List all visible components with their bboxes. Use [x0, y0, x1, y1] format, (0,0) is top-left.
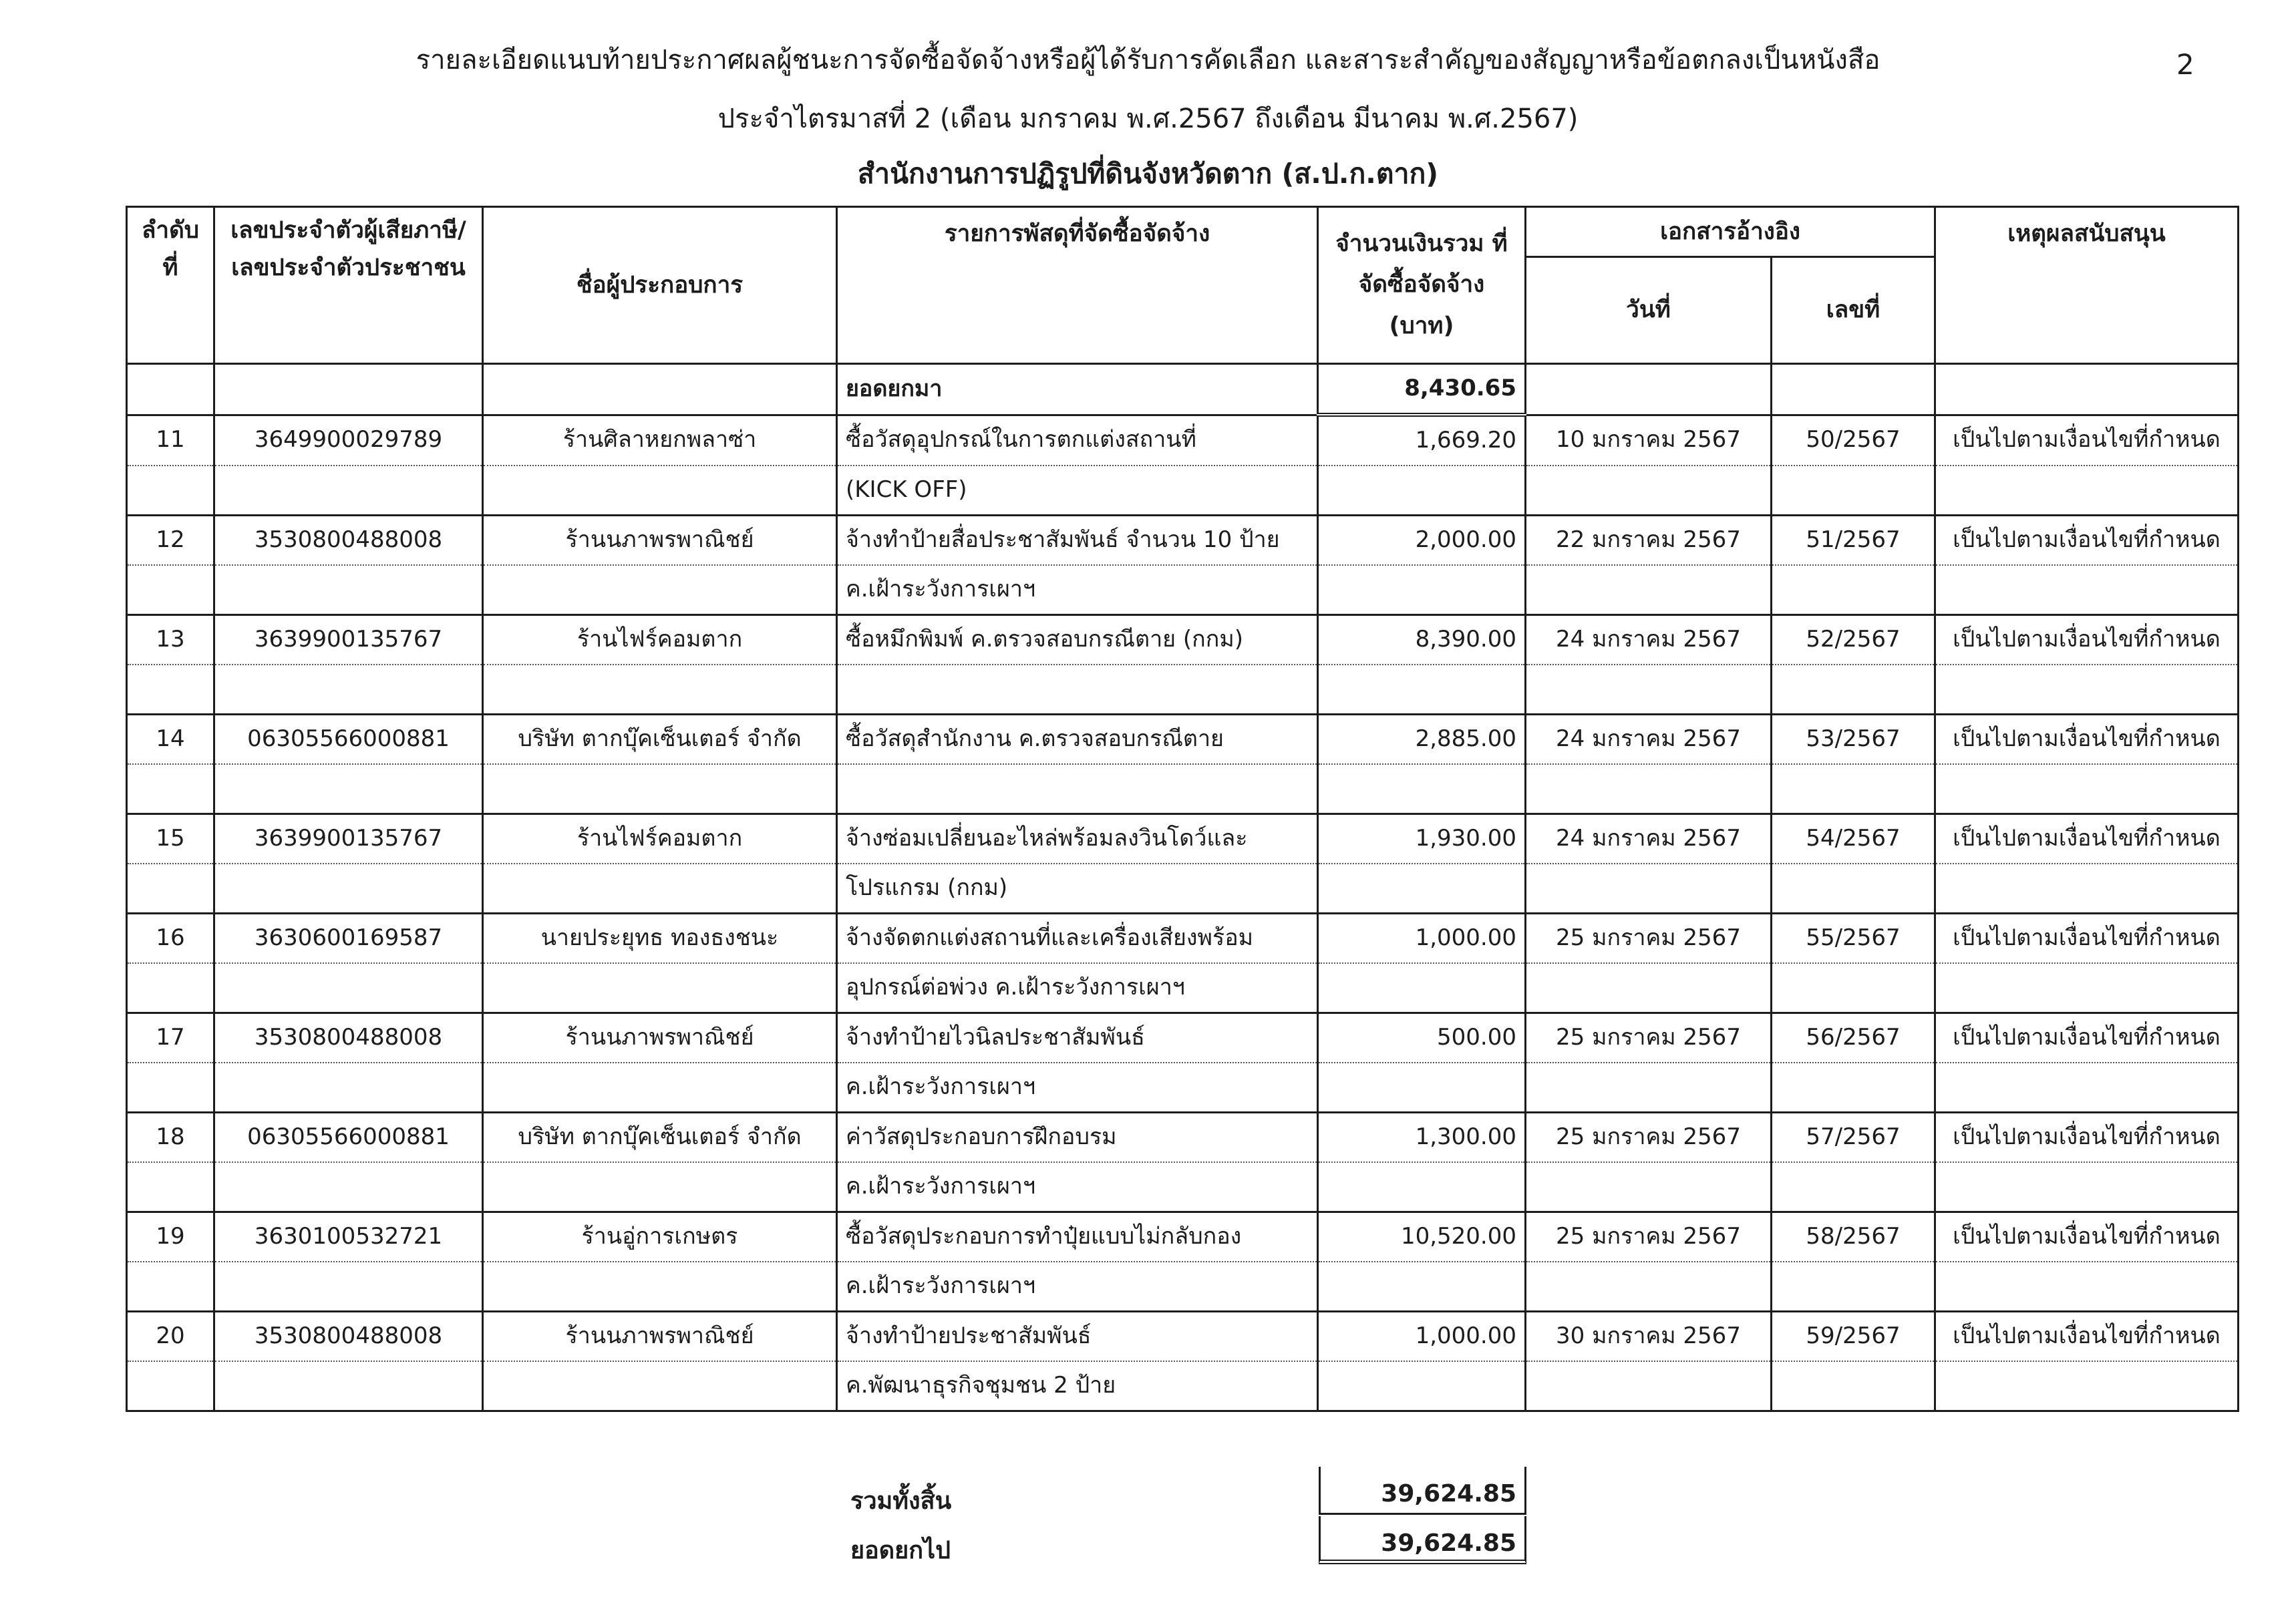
- grand-total-amount: 39,624.85: [1319, 1467, 1526, 1515]
- amount: 2,885.00: [1318, 715, 1526, 765]
- tax-id: 3649900029789: [214, 415, 483, 466]
- table-row: [127, 615, 2239, 665]
- reason: เป็นไปตามเงื่อนไขที่กำหนด: [1935, 1013, 2239, 1063]
- reason: เป็นไปตามเงื่อนไขที่กำหนด: [1935, 1312, 2239, 1362]
- item-description: ซื้อวัสดุอุปกรณ์ในการตกแต่งสถานที่: [837, 415, 1318, 466]
- table-row-continuation: [127, 1361, 2239, 1411]
- document-title-line-2: ประจำไตรมาสที่ 2 (เดือน มกราคม พ.ศ.2567 ถึงเดือน มีนาคม พ.ศ.2567): [717, 104, 1579, 134]
- cell-empty: [1935, 1162, 2239, 1212]
- vendor-name: ร้านนภาพรพาณิชย์: [483, 1013, 837, 1063]
- cell-empty: [1935, 1262, 2239, 1312]
- cell-empty: [127, 1162, 214, 1212]
- reason: เป็นไปตามเงื่อนไขที่กำหนด: [1935, 814, 2239, 864]
- item-description: จ้างทำป้ายสื่อประชาสัมพันธ์ จำนวน 10 ป้าย: [837, 516, 1318, 566]
- cell-empty: [1526, 565, 1772, 615]
- table-row-continuation: [127, 665, 2239, 715]
- cell-empty: [214, 1361, 483, 1411]
- cell-empty: [1772, 963, 1935, 1013]
- item-description: จ้างซ่อมเปลี่ยนอะไหล่พร้อมลงวินโดว์และ: [837, 814, 1318, 864]
- col-header-no: ลำดับที่: [127, 207, 214, 364]
- ref-date: 10 มกราคม 2567: [1526, 415, 1772, 466]
- row-number: 16: [127, 914, 214, 964]
- vendor-name: บริษัท ตากบุ๊คเซ็นเตอร์ จำกัด: [483, 1113, 837, 1163]
- row-number: 13: [127, 615, 214, 665]
- table-row: [127, 1312, 2239, 1362]
- ref-date: 25 มกราคม 2567: [1526, 1212, 1772, 1262]
- item-description: ซื้อหมึกพิมพ์ ค.ตรวจสอบกรณีตาย (กกม): [837, 615, 1318, 665]
- cell-empty: [127, 1063, 214, 1113]
- cell-empty: [1318, 1162, 1526, 1212]
- table-body: [127, 364, 2239, 1411]
- cell-empty: [1318, 963, 1526, 1013]
- col-header-ref-docs: เอกสารอ้างอิง: [1526, 207, 1935, 257]
- col-header-reason: เหตุผลสนับสนุน: [1935, 207, 2239, 364]
- ref-number: 59/2567: [1772, 1312, 1935, 1362]
- table-row: [127, 516, 2239, 566]
- table-header: [127, 207, 2239, 364]
- cell-empty: [214, 1162, 483, 1212]
- col-header-amount: จำนวนเงินรวม ที่จัดซื้อจัดจ้าง (บาท): [1318, 207, 1526, 364]
- cell-empty: [214, 1063, 483, 1113]
- item-description-continued: อุปกรณ์ต่อพ่วง ค.เฝ้าระวังการเผาฯ: [837, 963, 1318, 1013]
- carried-forward-amount: 39,624.85: [1319, 1516, 1526, 1564]
- item-description-continued: โปรแกรม (กกม): [837, 864, 1318, 914]
- ref-date: 25 มกราคม 2567: [1526, 1113, 1772, 1163]
- vendor-name: ร้านนภาพรพาณิชย์: [483, 1312, 837, 1362]
- cell-empty: [1526, 1361, 1772, 1411]
- ref-number: 52/2567: [1772, 615, 1935, 665]
- reason: เป็นไปตามเงื่อนไขที่กำหนด: [1935, 1113, 2239, 1163]
- agency-name: สำนักงานการปฏิรูปที่ดินจังหวัดตาก (ส.ป.ก.ตาก): [857, 158, 1439, 190]
- item-description-continued: ค.เฝ้าระวังการเผาฯ: [837, 1162, 1318, 1212]
- ref-number: 51/2567: [1772, 516, 1935, 566]
- table-row-continuation: [127, 1262, 2239, 1312]
- cell-empty: [1772, 565, 1935, 615]
- table-row: [127, 1212, 2239, 1262]
- row-number: 18: [127, 1113, 214, 1163]
- ref-date: 24 มกราคม 2567: [1526, 715, 1772, 765]
- ref-number: 53/2567: [1772, 715, 1935, 765]
- amount: 8,390.00: [1318, 615, 1526, 665]
- vendor-name: นายประยุทธ ทองธงชนะ: [483, 914, 837, 964]
- cell-empty: [483, 665, 837, 715]
- amount: 2,000.00: [1318, 516, 1526, 566]
- table-row-continuation: [127, 864, 2239, 914]
- cell-empty: [127, 565, 214, 615]
- tax-id: 3530800488008: [214, 1013, 483, 1063]
- reason: เป็นไปตามเงื่อนไขที่กำหนด: [1935, 516, 2239, 566]
- cell-empty: [483, 864, 837, 914]
- cell-empty: [1526, 1262, 1772, 1312]
- item-description-continued: [837, 665, 1318, 715]
- cell-empty: [1935, 364, 2239, 415]
- cell-empty: [127, 1262, 214, 1312]
- cell-empty: [1935, 864, 2239, 914]
- item-description: จ้างจัดตกแต่งสถานที่และเครื่องเสียงพร้อม: [837, 914, 1318, 964]
- table-row-continuation: [127, 764, 2239, 814]
- cell-empty: [483, 364, 837, 415]
- col-header-ref-no: เลขที่: [1772, 257, 1935, 364]
- tax-id: 06305566000881: [214, 1113, 483, 1163]
- col-header-vendor: ชื่อผู้ประกอบการ: [483, 207, 837, 364]
- cell-empty: [483, 1162, 837, 1212]
- tax-id: 3630600169587: [214, 914, 483, 964]
- tax-id: 3630100532721: [214, 1212, 483, 1262]
- cell-empty: [1318, 864, 1526, 914]
- ref-number: 55/2567: [1772, 914, 1935, 964]
- cell-empty: [483, 764, 837, 814]
- tax-id: 3530800488008: [214, 1312, 483, 1362]
- carried-forward-row: [836, 1516, 2198, 1566]
- ref-number: 57/2567: [1772, 1113, 1935, 1163]
- vendor-name: ร้านนภาพรพาณิชย์: [483, 516, 837, 566]
- tax-id: 3639900135767: [214, 814, 483, 864]
- reason: เป็นไปตามเงื่อนไขที่กำหนด: [1935, 914, 2239, 964]
- cell-empty: [1318, 1063, 1526, 1113]
- cell-empty: [214, 963, 483, 1013]
- vendor-name: ร้านอู่การเกษตร: [483, 1212, 837, 1262]
- cell-empty: [1772, 665, 1935, 715]
- amount: 10,520.00: [1318, 1212, 1526, 1262]
- item-description-continued: ค.เฝ้าระวังการเผาฯ: [837, 1262, 1318, 1312]
- reason: เป็นไปตามเงื่อนไขที่กำหนด: [1935, 415, 2239, 466]
- cell-empty: [483, 1063, 837, 1113]
- cell-empty: [483, 963, 837, 1013]
- cell-empty: [483, 1361, 837, 1411]
- tax-id: 06305566000881: [214, 715, 483, 765]
- table-row: [127, 1013, 2239, 1063]
- cell-empty: [127, 1361, 214, 1411]
- table-row: [127, 1113, 2239, 1163]
- cell-empty: [1772, 364, 1935, 415]
- item-description-continued: ค.พัฒนาธุรกิจชุมชน 2 ป้าย: [837, 1361, 1318, 1411]
- vendor-name: ร้านไฟร์คอมตาก: [483, 814, 837, 864]
- ref-date: 25 มกราคม 2567: [1526, 1013, 1772, 1063]
- vendor-name: ร้านไฟร์คอมตาก: [483, 615, 837, 665]
- row-number: 11: [127, 415, 214, 466]
- cell-empty: [1772, 1262, 1935, 1312]
- cell-empty: [1318, 665, 1526, 715]
- table-row: [127, 914, 2239, 964]
- cell-empty: [483, 1262, 837, 1312]
- table-row: [127, 715, 2239, 765]
- cell-empty: [1935, 466, 2239, 516]
- item-description: จ้างทำป้ายไวนิลประชาสัมพันธ์: [837, 1013, 1318, 1063]
- item-description: ซื้อวัสดุประกอบการทำปุ๋ยแบบไม่กลับกอง: [837, 1212, 1318, 1262]
- cell-empty: [127, 466, 214, 516]
- cell-empty: [1935, 665, 2239, 715]
- cell-empty: [1526, 364, 1772, 415]
- brought-forward-label: ยอดยกมา: [837, 364, 1318, 415]
- procurement-table: [126, 206, 2239, 1412]
- ref-date: 25 มกราคม 2567: [1526, 914, 1772, 964]
- cell-empty: [1526, 864, 1772, 914]
- reason: เป็นไปตามเงื่อนไขที่กำหนด: [1935, 615, 2239, 665]
- cell-empty: [127, 364, 214, 415]
- item-description-continued: ค.เฝ้าระวังการเผาฯ: [837, 565, 1318, 615]
- ref-number: 58/2567: [1772, 1212, 1935, 1262]
- cell-empty: [127, 764, 214, 814]
- cell-empty: [1318, 1361, 1526, 1411]
- reason: เป็นไปตามเงื่อนไขที่กำหนด: [1935, 1212, 2239, 1262]
- cell-empty: [1526, 764, 1772, 814]
- cell-empty: [214, 466, 483, 516]
- item-description-continued: [837, 764, 1318, 814]
- amount: 1,930.00: [1318, 814, 1526, 864]
- cell-empty: [214, 764, 483, 814]
- carried-forward-label: ยอดยกไป: [850, 1537, 951, 1564]
- item-description: ซื้อวัสดุสำนักงาน ค.ตรวจสอบกรณีตาย: [837, 715, 1318, 765]
- grand-total-row: [836, 1467, 2198, 1516]
- ref-number: 56/2567: [1772, 1013, 1935, 1063]
- brought-forward-row: [127, 364, 2239, 415]
- tax-id: 3639900135767: [214, 615, 483, 665]
- row-number: 12: [127, 516, 214, 566]
- cell-empty: [1772, 466, 1935, 516]
- cell-empty: [1772, 1063, 1935, 1113]
- amount: 1,300.00: [1318, 1113, 1526, 1163]
- cell-empty: [1526, 1162, 1772, 1212]
- col-header-ref-date: วันที่: [1526, 257, 1772, 364]
- ref-date: 24 มกราคม 2567: [1526, 814, 1772, 864]
- item-description: ค่าวัสดุประกอบการฝึกอบรม: [837, 1113, 1318, 1163]
- col-header-tax-id: เลขประจำตัวผู้เสียภาษี/ เลขประจำตัวประชาชน: [214, 207, 483, 364]
- tax-id: 3530800488008: [214, 516, 483, 566]
- document-title-line-1: รายละเอียดแนบท้ายประกาศผลผู้ชนะการจัดซื้อจัดจ้างหรือผู้ได้รับการคัดเลือก และสาระสำคัญของสัญญาหรือข้อตกลงเป็นหนังสือ: [416, 45, 1880, 75]
- cell-empty: [1772, 1162, 1935, 1212]
- ref-date: 22 มกราคม 2567: [1526, 516, 1772, 566]
- row-number: 20: [127, 1312, 214, 1362]
- table-row-continuation: [127, 1063, 2239, 1113]
- ref-number: 54/2567: [1772, 814, 1935, 864]
- cell-empty: [1935, 565, 2239, 615]
- cell-empty: [1526, 466, 1772, 516]
- cell-empty: [1772, 864, 1935, 914]
- cell-empty: [214, 364, 483, 415]
- cell-empty: [1318, 565, 1526, 615]
- reason: เป็นไปตามเงื่อนไขที่กำหนด: [1935, 715, 2239, 765]
- vendor-name: บริษัท ตากบุ๊คเซ็นเตอร์ จำกัด: [483, 715, 837, 765]
- cell-empty: [1318, 466, 1526, 516]
- cell-empty: [1526, 963, 1772, 1013]
- cell-empty: [214, 565, 483, 615]
- cell-empty: [127, 665, 214, 715]
- table-row: [127, 415, 2239, 466]
- item-description-continued: (KICK OFF): [837, 466, 1318, 516]
- table-row-continuation: [127, 565, 2239, 615]
- ref-number: 50/2567: [1772, 415, 1935, 466]
- amount: 1,000.00: [1318, 1312, 1526, 1362]
- row-number: 14: [127, 715, 214, 765]
- cell-empty: [214, 1262, 483, 1312]
- cell-empty: [1526, 1063, 1772, 1113]
- ref-date: 30 มกราคม 2567: [1526, 1312, 1772, 1362]
- item-description-continued: ค.เฝ้าระวังการเผาฯ: [837, 1063, 1318, 1113]
- table-row: [127, 814, 2239, 864]
- cell-empty: [214, 864, 483, 914]
- cell-empty: [1318, 1262, 1526, 1312]
- amount: 1,000.00: [1318, 914, 1526, 964]
- cell-empty: [1935, 764, 2239, 814]
- cell-empty: [1772, 764, 1935, 814]
- col-header-items: รายการพัสดุที่จัดซื้อจัดจ้าง: [837, 207, 1318, 364]
- amount: 1,669.20: [1318, 415, 1526, 466]
- cell-empty: [1935, 1361, 2239, 1411]
- amount: 500.00: [1318, 1013, 1526, 1063]
- grand-total-label: รวมทั้งสิ้น: [850, 1487, 952, 1515]
- row-number: 19: [127, 1212, 214, 1262]
- row-number: 15: [127, 814, 214, 864]
- cell-empty: [483, 466, 837, 516]
- cell-empty: [1935, 1063, 2239, 1113]
- table-row-continuation: [127, 466, 2239, 516]
- table-row-continuation: [127, 1162, 2239, 1212]
- cell-empty: [483, 565, 837, 615]
- cell-empty: [1526, 665, 1772, 715]
- cell-empty: [1935, 963, 2239, 1013]
- cell-empty: [1772, 1361, 1935, 1411]
- table-row-continuation: [127, 963, 2239, 1013]
- brought-forward-amount: 8,430.65: [1318, 364, 1526, 415]
- ref-date: 24 มกราคม 2567: [1526, 615, 1772, 665]
- cell-empty: [1318, 764, 1526, 814]
- cell-empty: [127, 864, 214, 914]
- cell-empty: [214, 665, 483, 715]
- cell-empty: [127, 963, 214, 1013]
- vendor-name: ร้านศิลาหยกพลาซ่า: [483, 415, 837, 466]
- row-number: 17: [127, 1013, 214, 1063]
- item-description: จ้างทำป้ายประชาสัมพันธ์: [837, 1312, 1318, 1362]
- page-number: 2: [2176, 48, 2194, 81]
